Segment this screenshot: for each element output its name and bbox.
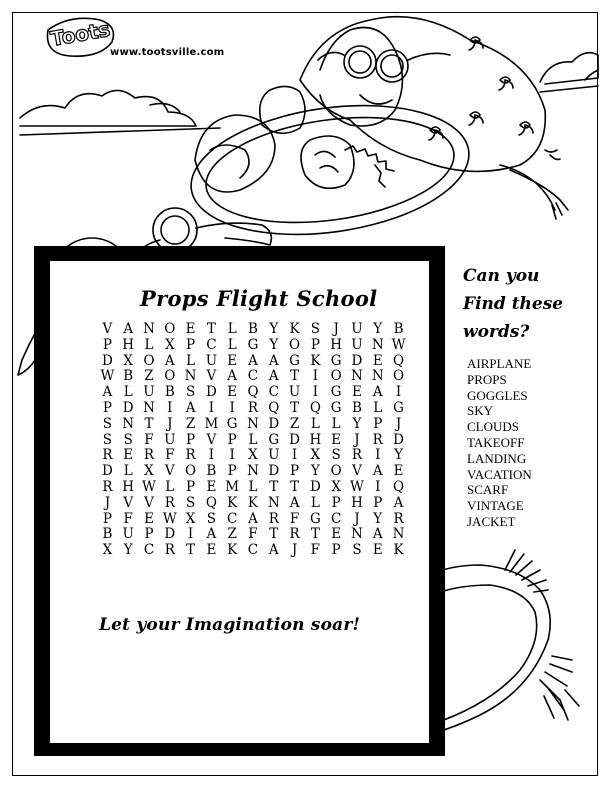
grid-letter: Y xyxy=(373,510,383,527)
grid-letter: L xyxy=(331,415,341,432)
grid-letter: T xyxy=(269,478,279,495)
grid-letter: B xyxy=(123,368,134,385)
grid-letter: Q xyxy=(268,399,280,416)
grid-letter: R xyxy=(143,447,155,464)
grid-letter: P xyxy=(144,526,154,543)
grid-letter: F xyxy=(123,510,133,527)
grid-row xyxy=(97,369,409,385)
word-list-item: JACKET xyxy=(467,513,516,529)
grid-row xyxy=(97,527,409,543)
grid-letter: B xyxy=(248,321,258,337)
grid-letter: X xyxy=(310,447,321,464)
grid-letter: X xyxy=(331,478,341,495)
grid-letter: N xyxy=(267,494,280,511)
grid-letter: Q xyxy=(247,384,259,401)
grid-letter: E xyxy=(185,321,196,337)
grid-letter: R xyxy=(268,510,279,527)
grid-letter: V xyxy=(164,463,175,480)
grid-letter: A xyxy=(248,510,258,527)
grid-letter: W xyxy=(350,478,364,495)
grid-letter: A xyxy=(268,368,279,385)
grid-letter: N xyxy=(184,368,197,385)
grid-row xyxy=(97,354,409,370)
grid-letter: S xyxy=(123,431,133,448)
grid-letter: N xyxy=(122,415,135,432)
grid-letter: H xyxy=(309,431,322,448)
grid-letter: Y xyxy=(123,542,133,559)
word-list-item: SKY xyxy=(467,403,494,419)
grid-letter: Y xyxy=(394,447,404,464)
grid-letter: X xyxy=(102,542,113,559)
grid-letter: A xyxy=(372,463,383,480)
grid-letter: O xyxy=(330,368,342,385)
grid-letter: E xyxy=(123,447,134,464)
question-line: Can you xyxy=(463,266,540,286)
grid-letter: Y xyxy=(352,415,362,432)
grid-letter: W xyxy=(100,368,115,385)
grid-letter: V xyxy=(206,431,217,448)
grid-letter: N xyxy=(143,321,155,337)
grid-letter: C xyxy=(206,336,217,353)
word-list-item: TAKEOFF xyxy=(467,434,525,450)
grid-letter: J xyxy=(354,431,360,448)
grid-letter: D xyxy=(268,463,280,480)
grid-letter: U xyxy=(351,336,363,353)
grid-letter: Y xyxy=(310,463,320,480)
grid-letter: A xyxy=(123,321,134,337)
grid-letter: O xyxy=(143,352,155,369)
grid-letter: C xyxy=(268,384,279,401)
grid-letter: E xyxy=(331,431,342,448)
grid-letter: S xyxy=(310,321,320,337)
grid-letter: F xyxy=(289,510,300,527)
grid-letter: P xyxy=(310,336,320,353)
toots-logo: Toots xyxy=(48,16,112,51)
grid-letter: L xyxy=(123,384,133,401)
grid-letter: U xyxy=(268,447,280,464)
grid-letter: R xyxy=(102,447,113,464)
grid-letter: Q xyxy=(309,399,321,416)
grid-letter: K xyxy=(247,494,259,511)
grid-letter: Z xyxy=(185,415,196,432)
grid-letter: T xyxy=(290,478,300,495)
grid-letter: Y xyxy=(373,321,383,337)
toots-logo-shape xyxy=(47,17,113,56)
grid-letter: F xyxy=(310,542,321,559)
grid-letter: N xyxy=(371,368,384,385)
grid-letter: A xyxy=(206,526,217,543)
grid-letter: U xyxy=(164,431,176,448)
grid-letter: T xyxy=(290,399,300,416)
grid-letter: T xyxy=(310,526,320,543)
grid-letter: K xyxy=(310,352,321,369)
grid-letter: P xyxy=(331,542,341,559)
grid-letter: U xyxy=(351,321,363,337)
word-list-item: GOGGLES xyxy=(467,387,528,403)
grid-letter: G xyxy=(309,510,321,527)
grid-letter: G xyxy=(289,352,300,369)
brand-url[interactable]: www.tootsville.com xyxy=(110,47,225,58)
grid-letter: G xyxy=(268,431,280,448)
grid-letter: L xyxy=(144,336,154,353)
grid-letter: P xyxy=(290,463,300,480)
grid-letter: Q xyxy=(393,352,405,369)
grid-letter: T xyxy=(290,368,300,385)
grid-row xyxy=(97,338,409,354)
grid-letter: A xyxy=(268,352,279,369)
grid-letter: A xyxy=(372,384,383,401)
grid-letter: M xyxy=(225,478,240,495)
grid-letter: D xyxy=(289,431,300,448)
grid-letter: V xyxy=(206,368,217,385)
grid-letter: Z xyxy=(144,368,154,385)
grid-letter: R xyxy=(247,399,259,416)
grid-letter: R xyxy=(351,447,363,464)
grid-letter: K xyxy=(289,321,300,337)
grid-letter: O xyxy=(330,463,342,480)
grid-row xyxy=(97,543,409,559)
grid-letter: L xyxy=(248,431,258,448)
grid-letter: A xyxy=(102,384,113,401)
puzzle-title: Props Flight School xyxy=(140,286,378,311)
grid-letter: Z xyxy=(227,526,237,543)
grid-letter: K xyxy=(393,542,404,559)
character-scarf xyxy=(500,165,560,210)
grid-letter: Q xyxy=(393,478,405,495)
grid-letter: V xyxy=(123,494,134,511)
grid-row xyxy=(97,512,409,528)
grid-letter: P xyxy=(227,431,237,448)
word-list xyxy=(467,356,532,530)
grid-letter: N xyxy=(351,526,363,543)
grid-letter: G xyxy=(393,399,404,416)
grid-letter: K xyxy=(227,542,238,559)
grid-letter: I xyxy=(395,384,402,401)
grid-letter: W xyxy=(391,336,406,353)
grid-letter: I xyxy=(187,526,194,543)
grid-row xyxy=(97,448,409,464)
grid-letter: S xyxy=(206,510,216,527)
grid-letter: B xyxy=(164,384,175,401)
grid-letter: O xyxy=(164,368,176,385)
slogan: Let your Imagination soar! xyxy=(99,615,361,635)
grid-letter: H xyxy=(122,478,135,495)
grid-letter: I xyxy=(229,399,235,416)
grid-letter: I xyxy=(312,384,319,401)
grid-letter: B xyxy=(393,321,404,337)
grid-letter: P xyxy=(373,415,383,432)
grid-row xyxy=(97,480,409,496)
grid-letter: L xyxy=(310,494,320,511)
grid-letter: H xyxy=(330,336,343,353)
grid-letter: P xyxy=(331,494,341,511)
grid-letter: I xyxy=(167,399,173,416)
grid-letter: R xyxy=(185,447,196,464)
grid-letter: B xyxy=(102,526,113,543)
cloud-right xyxy=(540,53,598,84)
grid-letter: T xyxy=(269,526,279,543)
grid-letter: E xyxy=(372,542,383,559)
grid-letter: E xyxy=(393,463,404,480)
grid-letter: O xyxy=(185,463,197,480)
grid-letter: S xyxy=(331,447,341,464)
grid-letter: V xyxy=(144,494,154,511)
grid-letter: H xyxy=(351,494,363,511)
grid-letter: R xyxy=(102,478,113,495)
grid-letter: A xyxy=(185,399,196,416)
grid-letter: I xyxy=(291,447,298,464)
grid-letter: T xyxy=(186,542,196,559)
word-list-item: VINTAGE xyxy=(467,498,524,514)
grid-letter: W xyxy=(142,478,156,495)
grid-letter: E xyxy=(331,526,342,543)
grid-letter: D xyxy=(101,352,113,369)
grid-letter: P xyxy=(186,431,196,448)
grid-letter: D xyxy=(122,399,134,416)
grid-letter: E xyxy=(206,478,217,495)
grid-letter: P xyxy=(102,510,112,527)
grid-letter: J xyxy=(104,494,111,511)
grid-row xyxy=(97,464,409,480)
word-list-item: VACATION xyxy=(467,466,532,482)
grid-row xyxy=(97,322,409,338)
grid-row xyxy=(97,417,409,433)
grid-letter: S xyxy=(102,415,113,432)
grid-row xyxy=(97,401,409,417)
grid-letter: R xyxy=(289,526,300,543)
grid-letter: C xyxy=(143,542,155,559)
grid-letter: X xyxy=(248,447,258,464)
grid-letter: L xyxy=(186,352,196,369)
grid-letter: G xyxy=(247,336,259,353)
grid-letter: G xyxy=(330,384,342,401)
grid-letter: A xyxy=(164,352,175,369)
grid-letter: E xyxy=(206,542,217,559)
grid-letter: J xyxy=(291,542,298,559)
propeller-pattern xyxy=(429,37,533,140)
grid-letter: J xyxy=(167,415,173,432)
grid-letter: E xyxy=(372,352,383,369)
grid-letter: U xyxy=(288,384,301,401)
grid-letter: G xyxy=(330,352,342,369)
grid-letter: I xyxy=(229,447,235,464)
grid-letter: W xyxy=(162,510,177,527)
character-glove-left xyxy=(301,136,354,188)
grid-row xyxy=(97,496,409,512)
grid-letter: R xyxy=(393,510,404,527)
grid-letter: E xyxy=(227,384,238,401)
grid-letter: D xyxy=(309,478,321,495)
grid-letter: E xyxy=(227,352,238,369)
grid-letter: E xyxy=(352,384,362,401)
grid-letter: R xyxy=(164,542,175,559)
grid-letter: L xyxy=(248,478,258,495)
grid-letter: N xyxy=(143,399,155,416)
grid-letter: Q xyxy=(205,494,217,511)
grid-letter: X xyxy=(123,352,133,369)
grid-letter: Z xyxy=(289,415,300,432)
grid-letter: E xyxy=(144,510,154,527)
grid-letter: N xyxy=(392,526,405,543)
word-list-item: AIRPLANE xyxy=(467,356,532,371)
grid-letter: P xyxy=(186,336,196,353)
grid-letter: F xyxy=(248,526,258,543)
grid-letter: S xyxy=(185,384,196,401)
grid-letter: B xyxy=(352,399,362,416)
grid-letter: A xyxy=(372,526,383,543)
word-search-grid xyxy=(97,322,409,559)
grid-letter: T xyxy=(206,321,216,337)
grid-letter: K xyxy=(227,494,238,511)
word-list-item: LANDING xyxy=(467,450,527,466)
grid-letter: A xyxy=(268,542,279,559)
word-list-item: CLOUDS xyxy=(467,419,520,435)
grid-letter: A xyxy=(227,368,238,385)
grid-letter: D xyxy=(351,352,363,369)
grid-letter: R xyxy=(164,494,175,511)
grid-letter: P xyxy=(373,494,383,511)
grid-letter: C xyxy=(330,510,342,527)
grid-letter: D xyxy=(268,415,280,432)
grid-letter: T xyxy=(144,415,154,432)
grid-letter: I xyxy=(312,368,319,385)
grid-letter: P xyxy=(102,399,112,416)
grid-letter: A xyxy=(393,494,404,511)
grid-letter: A xyxy=(289,494,300,511)
grid-letter: I xyxy=(375,478,381,495)
question-line: words? xyxy=(463,322,530,342)
grid-letter: I xyxy=(375,447,381,464)
grid-letter: O xyxy=(289,336,301,353)
grid-letter: L xyxy=(227,336,237,353)
grid-letter: V xyxy=(102,321,113,337)
grid-row xyxy=(97,433,409,449)
grid-letter: N xyxy=(351,368,363,385)
grid-row xyxy=(97,385,409,401)
grid-letter: V xyxy=(352,463,362,480)
grid-letter: L xyxy=(310,415,320,432)
grid-letter: O xyxy=(393,368,405,385)
grid-letter: R xyxy=(372,431,383,448)
grid-letter: L xyxy=(123,463,133,480)
grid-letter: L xyxy=(227,321,237,337)
grid-letter: N xyxy=(371,336,384,353)
grid-letter: D xyxy=(205,384,217,401)
grid-letter: D xyxy=(393,431,404,448)
grid-letter: F xyxy=(144,431,154,448)
grid-letter: J xyxy=(333,321,339,337)
grid-letter: I xyxy=(208,447,215,464)
grid-letter: X xyxy=(144,463,154,480)
grid-letter: U xyxy=(143,384,155,401)
grid-letter: C xyxy=(247,368,259,385)
grid-letter: G xyxy=(330,399,342,416)
grid-letter: N xyxy=(247,463,259,480)
grid-letter: Y xyxy=(269,321,279,337)
grid-letter: G xyxy=(226,415,238,432)
grid-letter: O xyxy=(164,321,176,337)
grid-letter: F xyxy=(165,447,175,464)
grid-letter: P xyxy=(227,463,237,480)
grid-letter: U xyxy=(205,352,218,369)
cloud-left xyxy=(20,90,196,126)
grid-letter: D xyxy=(101,463,113,480)
word-list-item: PROPS xyxy=(467,371,507,387)
grid-letter: P xyxy=(186,478,196,495)
grid-letter: U xyxy=(122,526,134,543)
grid-letter: L xyxy=(165,478,175,495)
grid-letter: J xyxy=(395,415,402,432)
grid-letter: S xyxy=(352,542,362,559)
grid-letter: X xyxy=(185,510,196,527)
grid-letter: S xyxy=(102,431,113,448)
grid-letter: L xyxy=(373,399,383,416)
question-line: Find these xyxy=(463,294,564,314)
grid-letter: M xyxy=(204,415,219,432)
grid-letter: A xyxy=(248,352,258,369)
grid-letter: B xyxy=(206,463,217,480)
grid-letter: S xyxy=(185,494,196,511)
grid-letter: P xyxy=(102,336,112,353)
grid-letter: C xyxy=(227,510,238,527)
grid-letter: J xyxy=(354,510,360,527)
grid-letter: X xyxy=(164,336,175,353)
word-list-question xyxy=(463,262,593,346)
grid-letter: I xyxy=(208,399,215,416)
grid-letter: C xyxy=(247,542,259,559)
grid-letter: Y xyxy=(269,336,279,353)
grid-letter: N xyxy=(247,415,259,432)
grid-letter: H xyxy=(122,336,135,353)
word-list-item: SCARF xyxy=(467,482,509,498)
grid-letter: D xyxy=(164,526,176,543)
